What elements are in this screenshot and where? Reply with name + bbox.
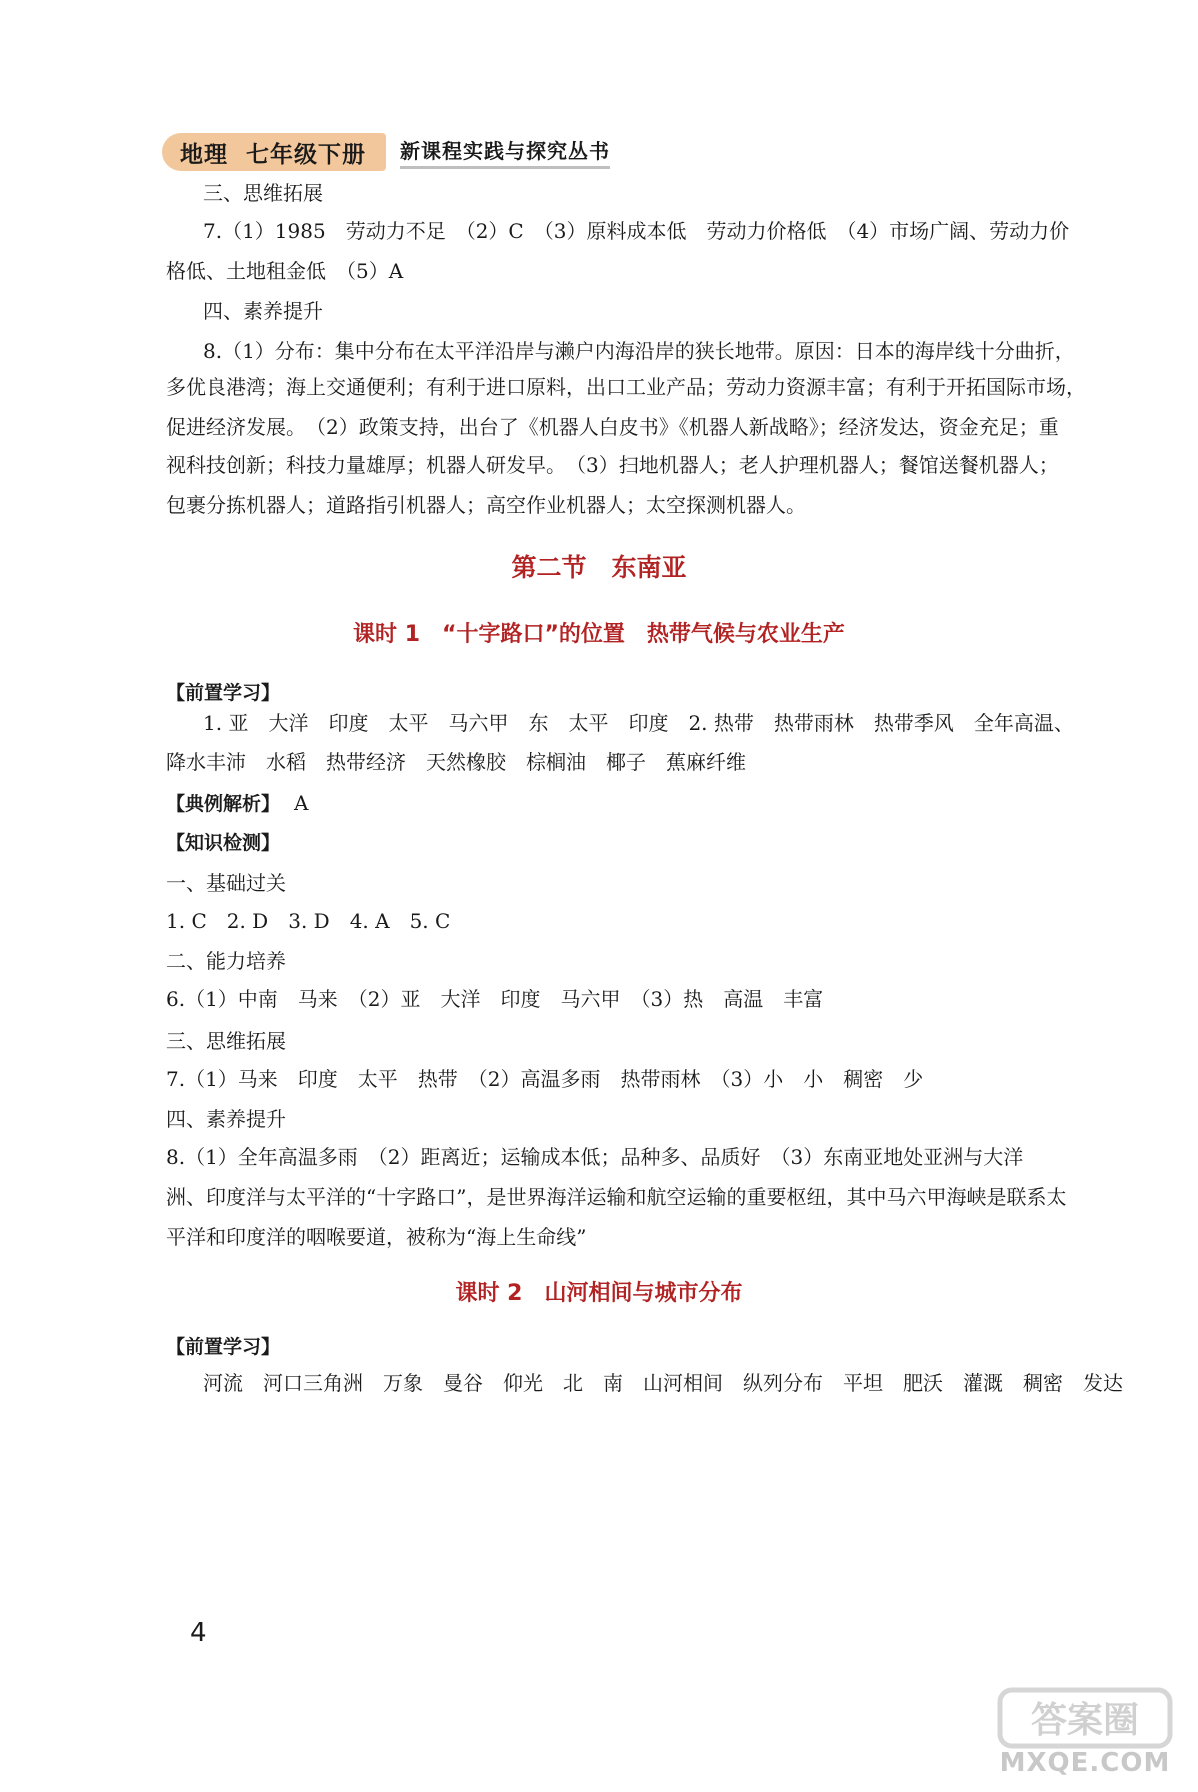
lesson1-answer-8-line1: 8.（1）全年高温多雨 （2）距离近；运输成本低；品种多、品质好 （3）东南亚地处亚洲与大洋: [166, 1145, 1024, 1169]
lesson1-answer-8-line3: 平洋和印度洋的咽喉要道，被称为“海上生命线”: [166, 1225, 587, 1249]
lesson1-heading-ability: 二、能力培养: [166, 949, 286, 973]
answer-q7-line1: 7.（1）1985 劳动力不足 （2）C （3）原料成本低 劳动力价格低 （4）市场广阔、劳动力价: [203, 219, 1070, 243]
lesson1-answer-7: 7.（1）马来 印度 太平 热带 （2）高温多雨 热带雨林 （3）小 小 稠密 少: [166, 1067, 924, 1091]
series-label: 新课程实践与探究丛书: [400, 135, 610, 169]
heading-thinking-expansion: 三、思维拓展: [203, 181, 323, 205]
lesson1-check-label: 【知识检测】: [166, 832, 281, 854]
lesson1-pre-line1: 1. 亚 大洋 印度 太平 马六甲 东 太平 印度 2. 热带 热带雨林 热带季风 全年高温、: [203, 711, 1074, 735]
answer-q8-line1: 8.（1）分布：集中分布在太平洋沿岸与濑户内海沿岸的狭长地带。原因：日本的海岸线十分曲折，: [203, 339, 1075, 363]
page-number: 4: [190, 1618, 207, 1648]
answer-q8-line5: 包裹分拣机器人；道路指引机器人；高空作业机器人；太空探测机器人。: [166, 493, 806, 517]
svg-text:答案圈: 答案圈: [1030, 1700, 1140, 1741]
lesson1-answer-6: 6.（1）中南 马来 （2）亚 大洋 印度 马六甲 （3）热 高温 丰富: [166, 987, 824, 1011]
lesson1-pre-line2: 降水丰沛 水稻 热带经济 天然橡胶 棕榈油 椰子 蕉麻纤维: [166, 750, 746, 774]
lesson1-heading-literacy: 四、素养提升: [166, 1107, 286, 1131]
answer-q8-line2: 多优良港湾；海上交通便利；有利于进口原料，出口工业产品；劳动力资源丰富；有利于开拓国际市场，: [166, 375, 1086, 399]
answer-q8-line4: 视科技创新；科技力量雄厚；机器人研发早。 （3）扫地机器人；老人护理机器人；餐馆送餐机器人；: [166, 453, 1059, 477]
heading-literacy: 四、素养提升: [203, 299, 323, 323]
subject-label: 地理: [180, 141, 228, 168]
section-title: 第二节 东南亚: [511, 553, 687, 582]
lesson1-answers-1-5: 1. C 2. D 3. D 4. A 5. C: [166, 909, 451, 933]
book-header: [162, 132, 610, 172]
example-answer: A: [294, 791, 309, 815]
lesson1-answer-8-line2: 洲、印度洋与太平洋的“十字路口”，是世界海洋运输和航空运输的重要枢纽，其中马六甲海峡是联系太: [166, 1185, 1067, 1209]
lesson1-pre-label: 【前置学习】: [166, 682, 281, 704]
grade-label: 七年级下册: [246, 141, 366, 168]
lesson1-heading-thinking: 三、思维拓展: [166, 1029, 286, 1053]
lesson1-example: [166, 790, 308, 817]
lesson2-pre-label: 【前置学习】: [166, 1336, 281, 1358]
lesson2-title: 课时 2 山河相间与城市分布: [455, 1281, 743, 1306]
subject-badge: [162, 133, 386, 171]
answer-q8-line3: 促进经济发展。 （2）政策支持，出台了《机器人白皮书》《机器人新战略》；经济发达，资金充足；重: [166, 415, 1059, 439]
lesson2-pre-line1: 河流 河口三角洲 万象 曼谷 仰光 北 南 山河相间 纵列分布 平坦 肥沃 灌溉 稠密 发达: [203, 1371, 1123, 1395]
example-label: 【典例解析】: [166, 793, 281, 815]
watermark-text: MXQE.COM: [999, 1748, 1171, 1778]
answer-q7-line2: 格低、土地租金低 （5）A: [166, 259, 404, 283]
watermark-logo: [990, 1686, 1180, 1778]
lesson1-heading-basic: 一、基础过关: [166, 871, 286, 895]
lesson1-title: 课时 1 “十字路口”的位置 热带气候与农业生产: [353, 622, 845, 647]
